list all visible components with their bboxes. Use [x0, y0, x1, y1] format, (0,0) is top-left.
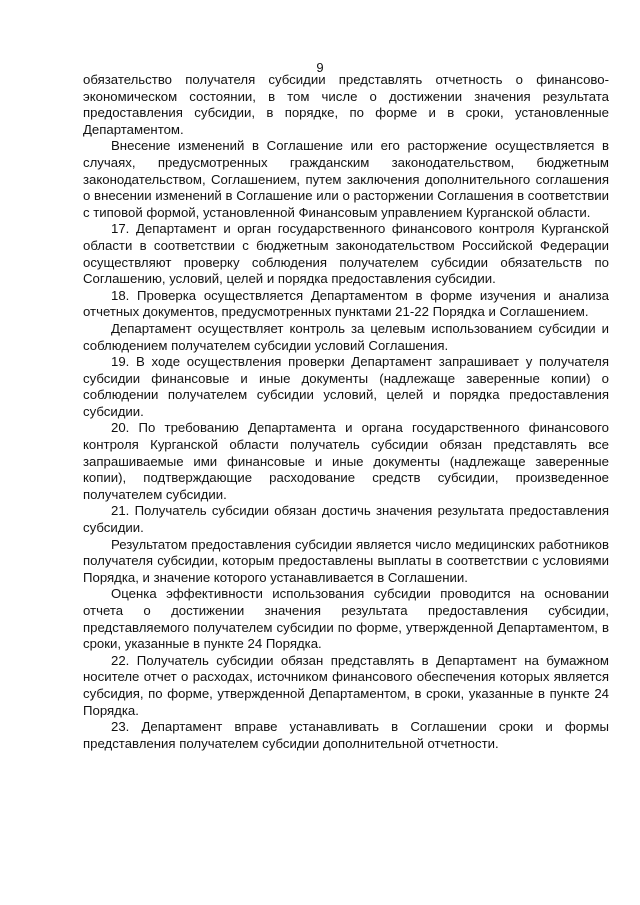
document-body: [83, 72, 609, 752]
paragraph-continuation: обязательство получателя субсидии представлять отчетность о финансово-экономическом состоянии, в том числе о достижении значения результата предоставления субсидии, в порядке, по форме и в сроки, установленные Департаментом.: [83, 72, 609, 137]
paragraph-18: 18. Проверка осуществляется Департаментом в форме изучения и анализа отчетных документов, предусмотренных пунктами 21-22 Порядка и Соглашением.: [83, 287, 609, 320]
paragraph-22: 22. Получатель субсидии обязан представлять в Департамент на бумажном носителе отчет о расходах, источником финансового обеспечения которых является субсидия, по форме, утвержденной Департаментом, в сроки, указанные в пункте 24 Порядка.: [83, 652, 609, 718]
paragraph-control: Департамент осуществляет контроль за целевым использованием субсидии и соблюдением получателем субсидии условий Соглашения.: [83, 320, 609, 353]
paragraph-19: 19. В ходе осуществления проверки Департамент запрашивает у получателя субсидии финансовые и иные документы (надлежаще заверенные копии) о соблюдении получателем субсидии условий, целей и порядка предоставления субсидии.: [83, 354, 609, 419]
paragraph-result: Результатом предоставления субсидии является число медицинских работников получателя субсидии, которым предоставлены выплаты в соответствии с условиями Порядка, и значение которого устанавливается в Соглашении.: [83, 536, 609, 585]
paragraph-20: 20. По требованию Департамента и органа государственного финансового контроля Курганской области получатель субсидии обязан представлять все запрашиваемые ими финансовые и иные документы (надлежаще заверенные копии), подтверждающие расходование средств субсидии, произведенное получателем субсидии.: [83, 420, 609, 502]
paragraph-23: 23. Департамент вправе устанавливать в Соглашении сроки и формы представления получателем субсидии дополнительной отчетности.: [83, 719, 609, 751]
page-number: 9: [316, 60, 324, 75]
paragraph-21: 21. Получатель субсидии обязан достичь значения результата предоставления субсидии.: [83, 503, 609, 536]
paragraph-17: 17. Департамент и орган государственного финансового контроля Курганской области в соответствии с бюджетным законодательством Российской Федерации осуществляют проверку соблюдения получателем субсидии обязательств по Соглашению, условий, целей и порядка предоставления субсидии.: [83, 221, 609, 287]
paragraph-amendments: Внесение изменений в Соглашение или его расторжение осуществляется в случаях, предусмотренных гражданским законодательством, бюджетным законодательством, Соглашением, путем заключения дополнительного соглашения о внесении изменений в Соглашение или о расторжении Соглашения в соответствии с типовой формой, установленной Финансовым управлением Курганской области.: [83, 138, 609, 220]
paragraph-evaluation: Оценка эффективности использования субсидии проводится на основании отчета о достижении значения результата предоставления субсидии, представляемого получателем субсидии по форме, утвержденной Департаментом, в сроки, указанные в пункте 24 Порядка.: [83, 586, 609, 652]
